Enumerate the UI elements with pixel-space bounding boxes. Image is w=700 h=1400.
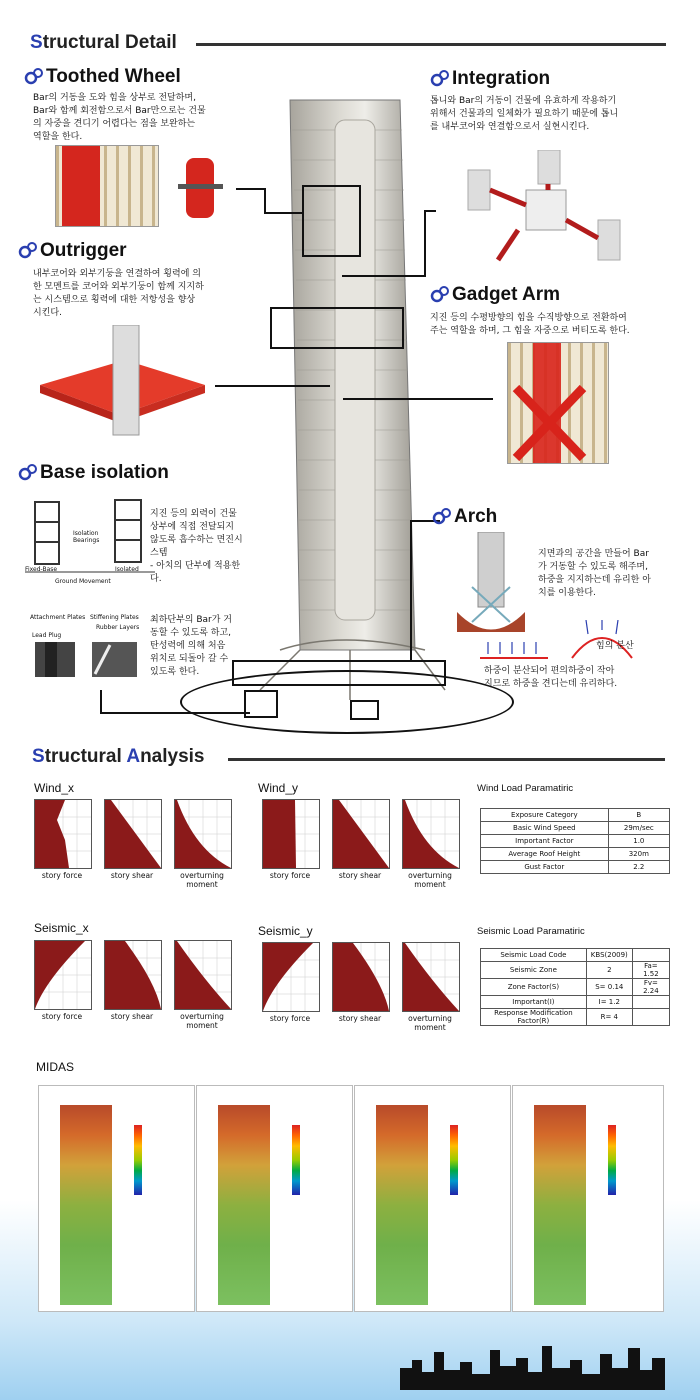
chart-label: overturning moment [180,871,224,889]
leader-line [342,275,424,277]
fixed-base-label: Fixed-Base [25,566,58,573]
toothed-wheel-heading [24,66,181,88]
midas-legend-1 [134,1125,142,1195]
gadget-arm-image [507,342,609,464]
seismic-x-chart-3 [174,940,232,1010]
ground-movement-label: Ground Movement [55,578,111,585]
table-row [481,962,670,979]
seismic-y-title: Seismic_y [258,924,313,938]
chart-label: story shear [338,871,382,880]
base-isolation-desc2: 최하단부의 Bar가 거 동할 수 있도록 하고, 탄성력에 의해 처음 위치로 되돌아 갈 수 있도록 한다. [150,615,232,677]
outrigger-image [35,325,210,445]
outrigger-title: Outrigger [40,240,127,261]
lead-plug-label: Lead Plug [32,632,62,639]
integration-desc: 톱니와 Bar의 거동이 건물에 유효하게 작용하기 위해서 건물과의 일체화가 필요하기 때문에 톱니 를 내부코어와 연결함으로서 실현시킨다. [430,96,619,132]
midas-tower-1 [60,1105,112,1305]
seismic-y-chart-3 [402,942,460,1012]
detail-box-iso2 [350,700,379,720]
integration-image [458,150,633,275]
detail-box-toothed [302,185,361,257]
outrigger-desc: 내부코어와 외부기둥을 연결하여 횡력에 의 한 모멘트를 코어와 외부기둥이 함께 지지하 는 시스템으로 횡력에 대한 저항성을 향상 시킨다. [33,269,204,318]
toothed-wheel-red [62,146,100,226]
table-cell: B [608,809,669,822]
leader-line [424,210,426,277]
table-cell: Response Modification Factor(R) [481,1009,587,1026]
table-row [481,835,670,848]
table-cell [632,1009,669,1026]
table-cell: 320m [608,848,669,861]
gadget-arm-title: Gadget Arm [452,284,561,305]
gear-icon [430,285,450,305]
arch-load-diagram-left [480,640,550,662]
structural-analysis-title: Structural Analysis [32,746,205,767]
wind-y-chart-2 [332,799,390,869]
leader-line [343,398,493,400]
chart-label: overturning moment [180,1012,224,1030]
wind-y-title: Wind_y [258,781,299,795]
table-row [481,979,670,996]
seismic-x-title: Seismic_x [34,921,89,935]
base-isolation-desc1: 지진 등의 외력이 건물 상부에 직접 전달되지 않도록 흡수하는 면진시 스템 - 아치의 단부에 적용한 다. [150,509,243,584]
table-cell [632,949,669,962]
base-isolation-heading [18,462,169,484]
header-rule [196,43,666,46]
midas-results-strip [38,1085,663,1315]
midas-tower-2 [218,1105,270,1305]
leader-line [264,212,302,214]
seismic-x-chart-1 [34,940,92,1010]
table-cell: 1.0 [608,835,669,848]
seismic-table-title: Seismic Load Paramatiric [477,926,585,937]
midas-legend-2 [292,1125,300,1195]
table-row [481,809,670,822]
wind-x-title: Wind_x [34,781,75,795]
table-cell: Important Factor [481,835,609,848]
toothed-wheel-desc: Bar의 거동을 도와 힘을 상부로 전달하며, Bar와 함께 회전함으로서 Bar만으로는 건물 의 자중을 견디기 어렵다는 점을 보완하는 역할을 한다. [33,93,206,142]
analysis-rule [228,758,665,761]
table-cell: Seismic Load Code [481,949,587,962]
table-row [481,996,670,1009]
integration-render [458,150,633,275]
wind-y-chart-1 [262,799,320,869]
midas-legend-4 [608,1125,616,1195]
gadget-arm-x [508,343,608,463]
skyline-silhouette [400,1340,665,1390]
leader-line [236,188,266,190]
rubber-layers-label: Rubber Layers [96,624,140,631]
table-cell [632,996,669,1009]
table-cell: Seismic Zone [481,962,587,979]
leader-line [264,188,266,212]
toothed-wheel-gear-image [178,148,223,228]
table-cell: Important(I) [481,996,587,1009]
chart-label: overturning moment [408,1014,452,1032]
gear-icon [430,69,450,89]
base-isolation-title: Base isolation [40,462,169,483]
seismic-y-chart-2 [332,942,390,1012]
leader-line [100,690,102,714]
wind-x-chart-2 [104,799,162,869]
seismic-x-chart-2 [104,940,162,1010]
leader-line [424,210,436,212]
table-cell: Zone Factor(S) [481,979,587,996]
isolated-label: Isolated [115,566,139,573]
wind-x-chart-3 [174,799,232,869]
seismic-load-table [480,948,670,1026]
table-cell: 2.2 [608,861,669,874]
isolation-diagram [25,492,155,587]
stiffening-label: Stiffening Plates [90,614,139,621]
wind-x-chart-1 [34,799,92,869]
table-cell: Gust Factor [481,861,609,874]
chart-label: story force [41,871,83,880]
table-cell: S= 0.14 [586,979,632,996]
gear-render [178,148,223,228]
skyline-svg [400,1340,665,1390]
chart-label: story force [269,1014,311,1023]
title-first-letter: S [30,32,43,53]
leader-line [100,712,250,714]
table-cell: Fv= 2.24 [632,979,669,996]
gadget-arm-desc: 지진 등의 수평방향의 힘을 수직방향으로 전환하여 주는 역할을 하며, 그 힘을 자중으로 버티도록 한다. [430,313,630,336]
detail-box-outrigger [270,307,404,349]
table-row [481,822,670,835]
midas-legend-3 [450,1125,458,1195]
gear-icon [18,463,38,483]
outrigger-render [35,325,210,445]
table-cell: Exposure Category [481,809,609,822]
table-row [481,949,670,962]
seismic-y-chart-1 [262,942,320,1012]
toothed-wheel-image [55,145,159,227]
wind-y-chart-3 [402,799,460,869]
table-cell: Basic Wind Speed [481,822,609,835]
arch-render [452,532,530,640]
gadget-arm-heading [430,284,560,306]
structural-detail-title [30,32,177,54]
table-cell: Average Roof Height [481,848,609,861]
title-rest: tructural Detail [42,32,177,53]
bearing-diagram-svg [30,612,145,682]
arch-heading [432,506,497,528]
chart-label: overturning moment [408,871,452,889]
bearing-diagram [30,612,145,682]
midas-tower-3 [376,1105,428,1305]
table-cell: 2 [586,962,632,979]
table-cell: Fa= 1.52 [632,962,669,979]
chart-label: story force [269,871,311,880]
arch-desc1: 지면과의 공간을 만들어 Bar 가 거동할 수 있도록 해주며, 하중을 지지하는데 유리한 아 치를 이용한다. [538,549,651,598]
chart-label: story shear [338,1014,382,1023]
table-cell: 29m/sec [608,822,669,835]
chart-label: story force [41,1012,83,1021]
arrows-down-icon [480,640,550,662]
midas-tower-4 [534,1105,586,1305]
detail-box-base [232,660,446,686]
gear-icon [432,507,452,527]
arch-force-label: 힘의 분산 [596,641,634,651]
table-row [481,848,670,861]
outrigger-heading [18,240,127,262]
arch-desc2: 하중이 분산되어 편의하중이 작아 지므로 하중을 견디는데 유리하다. [484,666,618,689]
wind-table-title: Wind Load Paramatiric [477,783,574,794]
table-row [481,861,670,874]
midas-title: MIDAS [36,1060,75,1074]
isolation-label: Isolation Bearings [73,530,100,544]
leader-line [410,520,412,660]
chart-label: story shear [110,1012,154,1021]
table-cell: KBS(2009) [586,949,632,962]
gear-icon [18,241,38,261]
leader-line [215,385,330,387]
wind-load-table [480,808,670,874]
gear-icon [24,67,44,87]
table-cell: I= 1.2 [586,996,632,1009]
arch-title: Arch [454,506,498,527]
integration-heading [430,68,550,90]
arch-image [452,532,530,640]
attachment-label: Attachment Plates [30,614,86,621]
toothed-wheel-title: Toothed Wheel [46,66,181,87]
integration-title: Integration [452,68,551,89]
table-row [481,1009,670,1026]
chart-label: story shear [110,871,154,880]
table-cell: R= 4 [586,1009,632,1026]
